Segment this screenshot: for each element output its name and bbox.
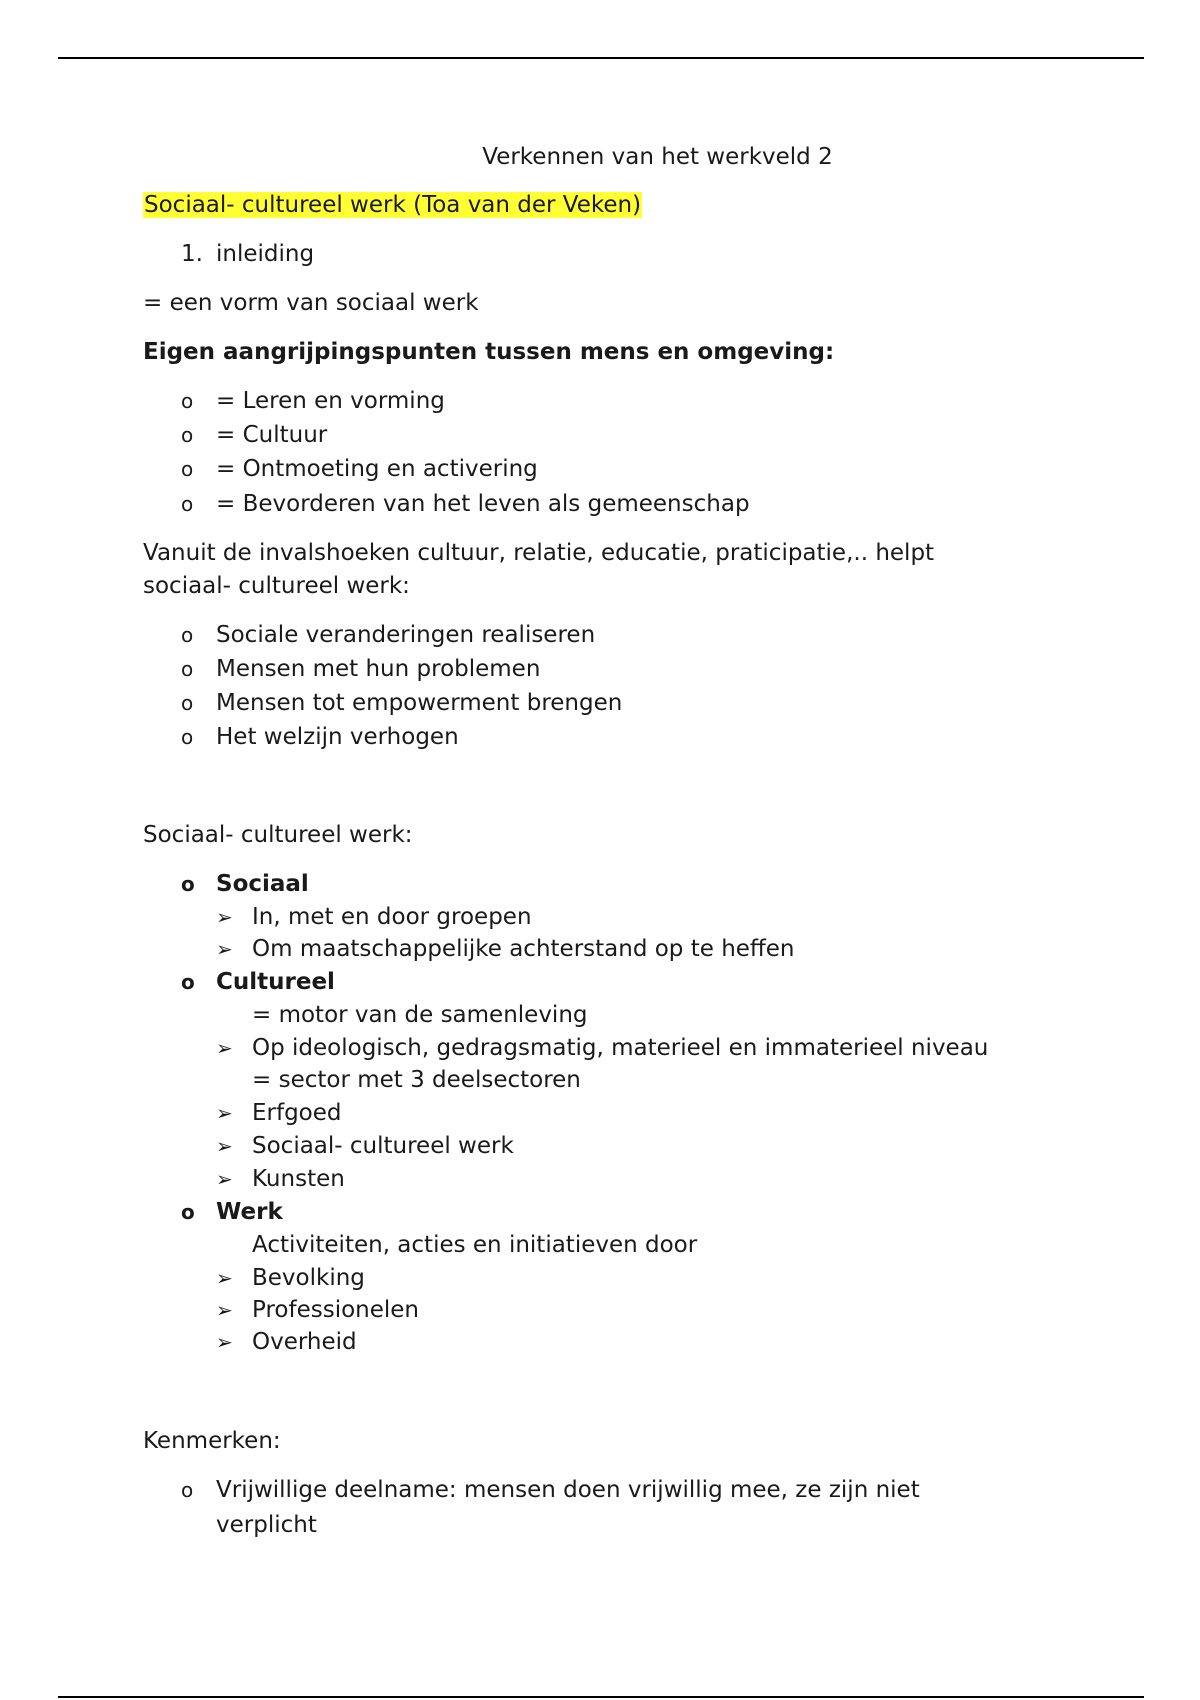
werk-note: Activiteiten, acties en initiatieven door — [252, 1232, 698, 1258]
list-item-continuation: verplicht — [216, 1512, 317, 1538]
list-item: Sociale veranderingen realiseren — [216, 622, 596, 648]
list-number: 1. — [181, 241, 203, 267]
bullet-marker: o — [181, 725, 194, 749]
list-item: Sociaal- cultureel werk — [252, 1133, 514, 1159]
cultureel-label: Cultureel — [216, 969, 335, 995]
bullet-marker: o — [181, 423, 194, 447]
bullet-marker: o — [181, 657, 194, 681]
paragraph-line: Vanuit de invalshoeken cultuur, relatie, educatie, praticipatie,.. helpt — [143, 540, 935, 566]
arrow-bullet-icon: ➢ — [216, 1134, 233, 1158]
bullet-marker: o — [181, 872, 195, 896]
list-item: Het welzijn verhogen — [216, 724, 459, 750]
arrow-bullet-icon: ➢ — [216, 1036, 233, 1060]
list-item: Om maatschappelijke achterstand op te heffen — [252, 936, 795, 962]
bold-heading: Eigen aangrijpingspunten tussen mens en omgeving: — [143, 339, 835, 365]
bullet-marker: o — [181, 970, 195, 994]
arrow-bullet-icon: ➢ — [216, 1101, 233, 1125]
list-item: Kunsten — [252, 1166, 345, 1192]
list-item: Mensen met hun problemen — [216, 656, 541, 682]
kenmerken-label: Kenmerken: — [143, 1428, 281, 1454]
paragraph-line: sociaal- cultureel werk: — [143, 573, 410, 599]
bullet-marker: o — [181, 389, 194, 413]
list-item: Mensen tot empowerment brengen — [216, 690, 623, 716]
arrow-bullet-icon: ➢ — [216, 1167, 233, 1191]
bullet-marker: o — [181, 492, 194, 516]
arrow-bullet-icon: ➢ — [216, 937, 233, 961]
cultureel-item-note: = sector met 3 deelsectoren — [252, 1067, 581, 1093]
arrow-bullet-icon: ➢ — [216, 1266, 233, 1290]
list-item: = Cultuur — [216, 422, 328, 448]
cultureel-note: = motor van de samenleving — [252, 1002, 588, 1028]
list-item: Overheid — [252, 1329, 357, 1355]
list-item: = Ontmoeting en activering — [216, 456, 538, 482]
footer-rule — [58, 1696, 1144, 1698]
numbered-item-text: inleiding — [216, 241, 315, 267]
bullet-marker: o — [181, 1200, 195, 1224]
werk-label: Werk — [216, 1199, 283, 1225]
list-item: = Bevorderen van het leven als gemeenschap — [216, 491, 750, 517]
bullet-marker: o — [181, 691, 194, 715]
list-item: Professionelen — [252, 1297, 420, 1323]
list-item: Erfgoed — [252, 1100, 342, 1126]
section-heading — [143, 190, 642, 220]
sociaal-label: Sociaal — [216, 871, 309, 897]
bullet-marker: o — [181, 623, 194, 647]
bullet-marker: o — [181, 1478, 194, 1502]
list-item: In, met en door groepen — [252, 904, 532, 930]
list-item: Vrijwillige deelname: mensen doen vrijwillig mee, ze zijn niet — [216, 1477, 920, 1503]
header-rule — [58, 57, 1144, 59]
arrow-bullet-icon: ➢ — [216, 905, 233, 929]
definition-text: = een vorm van sociaal werk — [143, 290, 479, 316]
highlighted-heading: Sociaal- cultureel werk (Toa van der Veken) — [144, 192, 642, 218]
list-item: Bevolking — [252, 1265, 365, 1291]
arrow-bullet-icon: ➢ — [216, 1298, 233, 1322]
section-label: Sociaal- cultureel werk: — [143, 822, 413, 848]
page-title: Verkennen van het werkveld 2 — [482, 144, 833, 170]
bullet-marker: o — [181, 457, 194, 481]
arrow-bullet-icon: ➢ — [216, 1330, 233, 1354]
list-item: Op ideologisch, gedragsmatig, materieel en immaterieel niveau — [252, 1035, 989, 1061]
list-item: = Leren en vorming — [216, 388, 445, 414]
